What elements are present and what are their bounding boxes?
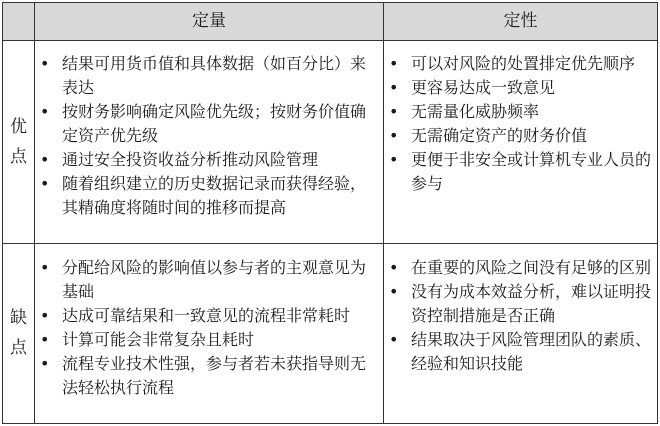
row-label-char: 点 (10, 147, 27, 167)
list-item-text: 流程专业技术性强，参与者若未获指导则无法轻松执行流程 (62, 354, 367, 397)
cell-disadvantages-qualitative (385, 256, 651, 376)
cell-advantages-quantitative (36, 52, 378, 220)
border-header-bottom (2, 40, 658, 41)
list-item-text: 无需量化威胁频率 (411, 102, 540, 121)
list-item (385, 280, 651, 328)
cell-disadvantages-quantitative (36, 256, 378, 400)
list-item-text: 结果取决于风险管理团队的素质、经验和知识技能 (411, 330, 652, 373)
list-item (385, 148, 651, 196)
list-item (385, 124, 651, 148)
list-item (36, 256, 378, 304)
border-label-col (34, 2, 35, 424)
header-corner (2, 2, 34, 40)
border-right (657, 2, 658, 424)
list-item (385, 256, 651, 280)
header-qualitative: 定性 (503, 11, 538, 31)
bullet-icon: • (389, 258, 399, 277)
list-item-text: 没有为成本效益分析，难以证明投资控制措施是否正确 (411, 282, 652, 325)
row-label-disadvantages (3, 303, 34, 363)
list-item-text: 达成可靠结果和一致意见的流程非常耗时 (62, 306, 351, 325)
bullet-icon: • (40, 102, 50, 121)
list-item (385, 52, 651, 76)
list-item-text: 随着组织建立的历史数据记录而获得经验，其精确度将随时间的推移而提高 (62, 174, 367, 217)
bullet-icon: • (40, 354, 50, 373)
list-item (385, 328, 651, 376)
border-middle (383, 2, 384, 424)
row-label-char: 优 (10, 117, 27, 137)
bullet-icon: • (40, 330, 50, 349)
list-item (385, 76, 651, 100)
header-quantitative: 定量 (192, 11, 226, 31)
bullet-icon: • (389, 54, 399, 73)
list-item (36, 52, 378, 100)
list-item (385, 100, 651, 124)
bullet-icon: • (389, 282, 399, 301)
bullet-icon: • (389, 102, 399, 121)
list-item-text: 按财务影响确定风险优先级；按财务价值确定资产优先级 (62, 102, 367, 145)
list-item (36, 148, 378, 172)
bullet-icon: • (389, 126, 399, 145)
border-bottom (2, 423, 658, 424)
list-item (36, 304, 378, 328)
list-item-text: 更便于非安全或计算机专业人员的参与 (411, 150, 652, 193)
list-item-text: 更容易达成一致意见 (411, 78, 556, 97)
border-row-divider (2, 243, 658, 244)
row-label-advantages (3, 112, 34, 172)
list-item-text: 在重要的风险之间没有足够的区别 (411, 258, 652, 277)
list-item (36, 100, 378, 148)
bullet-icon: • (40, 258, 50, 277)
bullet-icon: • (40, 54, 50, 73)
list-item (36, 352, 378, 400)
list-item (36, 172, 378, 220)
list-item-text: 无需确定资产的财务价值 (411, 126, 588, 145)
row-label-char: 点 (10, 338, 27, 358)
list-item-text: 可以对风险的处置排定优先顺序 (411, 54, 636, 73)
bullet-icon: • (40, 150, 50, 169)
cell-advantages-qualitative (385, 52, 651, 196)
bullet-icon: • (40, 174, 50, 193)
list-item-text: 分配给风险的影响值以参与者的主观意见为基础 (62, 258, 367, 301)
bullet-icon: • (40, 306, 50, 325)
row-label-char: 缺 (10, 308, 27, 328)
bullet-icon: • (389, 78, 399, 97)
list-item (36, 328, 378, 352)
bullet-icon: • (389, 330, 399, 349)
list-item-text: 结果可用货币值和具体数据（如百分比）来表达 (62, 54, 367, 97)
list-item-text: 通过安全投资收益分析推动风险管理 (62, 150, 319, 169)
list-item-text: 计算可能会非常复杂且耗时 (62, 330, 255, 349)
bullet-icon: • (389, 150, 399, 169)
